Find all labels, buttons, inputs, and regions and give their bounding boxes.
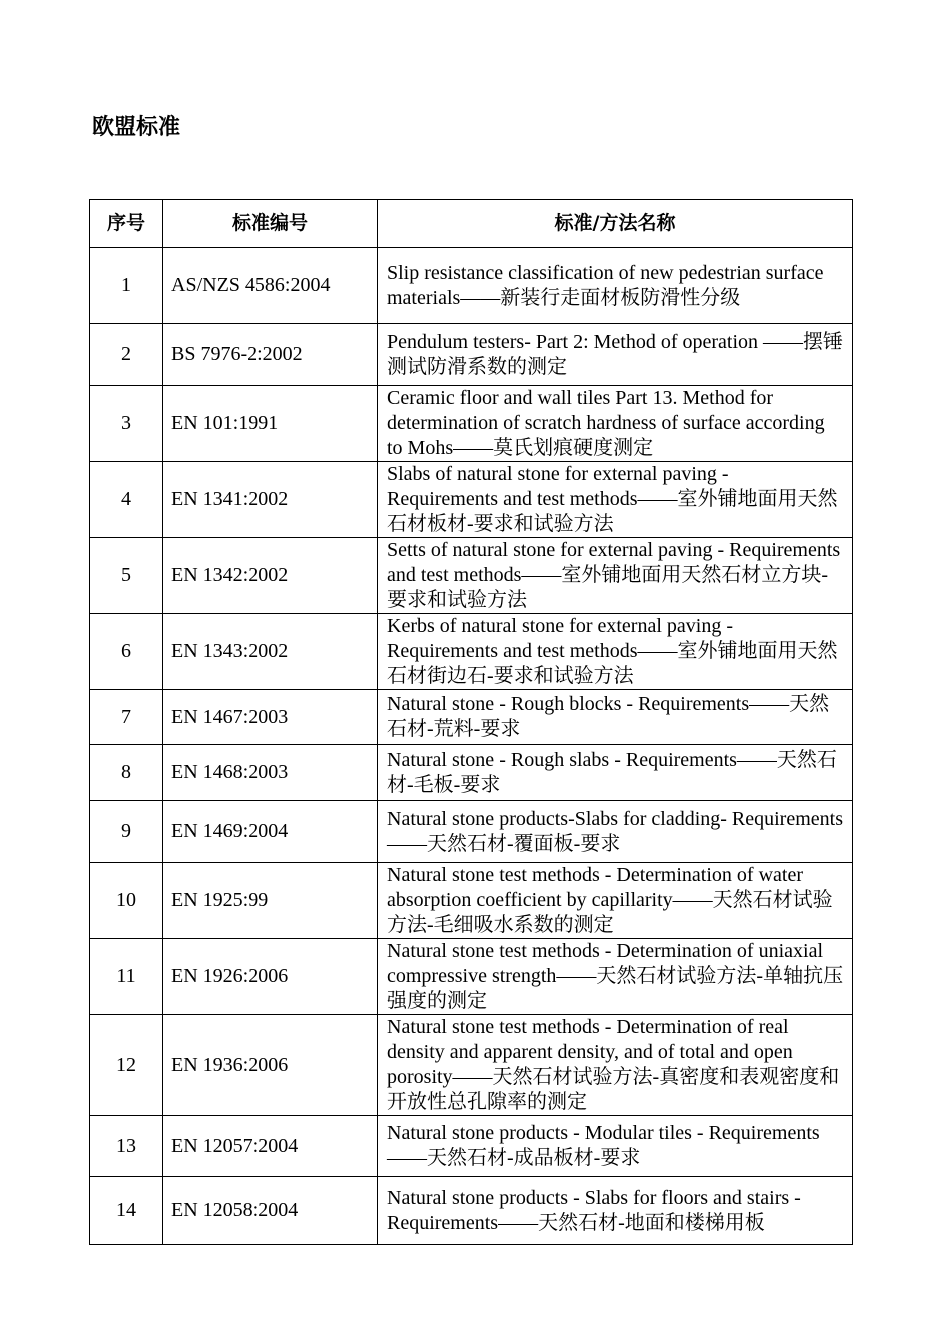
table-row [90,614,853,690]
table-row [90,324,853,386]
standard-code: EN 12057:2004 [163,1116,378,1177]
header-serial-number: 序号 [90,200,163,248]
table-row [90,801,853,863]
row-number: 7 [90,690,163,745]
table-row [90,538,853,614]
row-number: 9 [90,801,163,863]
standard-name: Natural stone - Rough slabs - Requirements——天然石材-毛板-要求 [378,745,853,801]
standard-name: Natural stone products - Modular tiles - Requirements——天然石材-成品板材-要求 [378,1116,853,1177]
table-row [90,1015,853,1116]
table-row [90,745,853,801]
table-row [90,939,853,1015]
standard-name: Natural stone test methods - Determination of water absorption coefficient by capillarity——天然石材试验方法-毛细吸水系数的测定 [378,863,853,939]
standard-code: EN 1469:2004 [163,801,378,863]
table-row [90,1116,853,1177]
standard-name: Natural stone test methods - Determination of real density and apparent density, and of total and open porosity——天然石材试验方法-真密度和表观密度和开放性总孔隙率的测定 [378,1015,853,1116]
row-number: 2 [90,324,163,386]
standard-code: EN 1341:2002 [163,462,378,538]
row-number: 5 [90,538,163,614]
row-number: 12 [90,1015,163,1116]
table-row [90,462,853,538]
row-number: 4 [90,462,163,538]
standard-name: Kerbs of natural stone for external paving - Requirements and test methods——室外铺地面用天然石材街边石-要求和试验方法 [378,614,853,690]
standard-code: EN 1468:2003 [163,745,378,801]
standard-code: EN 1936:2006 [163,1015,378,1116]
standard-name: Slabs of natural stone for external paving - Requirements and test methods——室外铺地面用天然石材板材-要求和试验方法 [378,462,853,538]
standard-code: EN 12058:2004 [163,1177,378,1245]
standards-table [89,199,853,1245]
table-row [90,690,853,745]
header-standard-code: 标准编号 [163,200,378,248]
standard-name: Natural stone products-Slabs for cladding- Requirements——天然石材-覆面板-要求 [378,801,853,863]
standard-code: EN 1467:2003 [163,690,378,745]
standard-code: EN 101:1991 [163,386,378,462]
standard-name: Setts of natural stone for external paving - Requirements and test methods——室外铺地面用天然石材立方块-要求和试验方法 [378,538,853,614]
standard-code: EN 1342:2002 [163,538,378,614]
standard-code: AS/NZS 4586:2004 [163,248,378,324]
standard-name: Pendulum testers- Part 2: Method of operation ——摆锤测试防滑系数的测定 [378,324,853,386]
table-header-row [90,200,853,248]
row-number: 13 [90,1116,163,1177]
standard-name: Ceramic floor and wall tiles Part 13. Method for determination of scratch hardness of surface according to Mohs——莫氏划痕硬度测定 [378,386,853,462]
standard-name: Natural stone test methods - Determination of uniaxial compressive strength——天然石材试验方法-单轴抗压强度的测定 [378,939,853,1015]
standard-code: EN 1343:2002 [163,614,378,690]
table-row [90,248,853,324]
header-standard-name: 标准/方法名称 [378,200,853,248]
standard-code: EN 1926:2006 [163,939,378,1015]
table-row [90,1177,853,1245]
page-title: 欧盟标准 [92,115,181,140]
row-number: 1 [90,248,163,324]
standard-name: Natural stone products - Slabs for floors and stairs - Requirements——天然石材-地面和楼梯用板 [378,1177,853,1245]
table-row [90,386,853,462]
row-number: 11 [90,939,163,1015]
row-number: 6 [90,614,163,690]
row-number: 3 [90,386,163,462]
table-row [90,863,853,939]
row-number: 10 [90,863,163,939]
row-number: 8 [90,745,163,801]
standard-name: Natural stone - Rough blocks - Requirements——天然石材-荒料-要求 [378,690,853,745]
standard-code: EN 1925:99 [163,863,378,939]
standard-name: Slip resistance classification of new pedestrian surface materials——新装行走面材板防滑性分级 [378,248,853,324]
row-number: 14 [90,1177,163,1245]
standard-code: BS 7976-2:2002 [163,324,378,386]
